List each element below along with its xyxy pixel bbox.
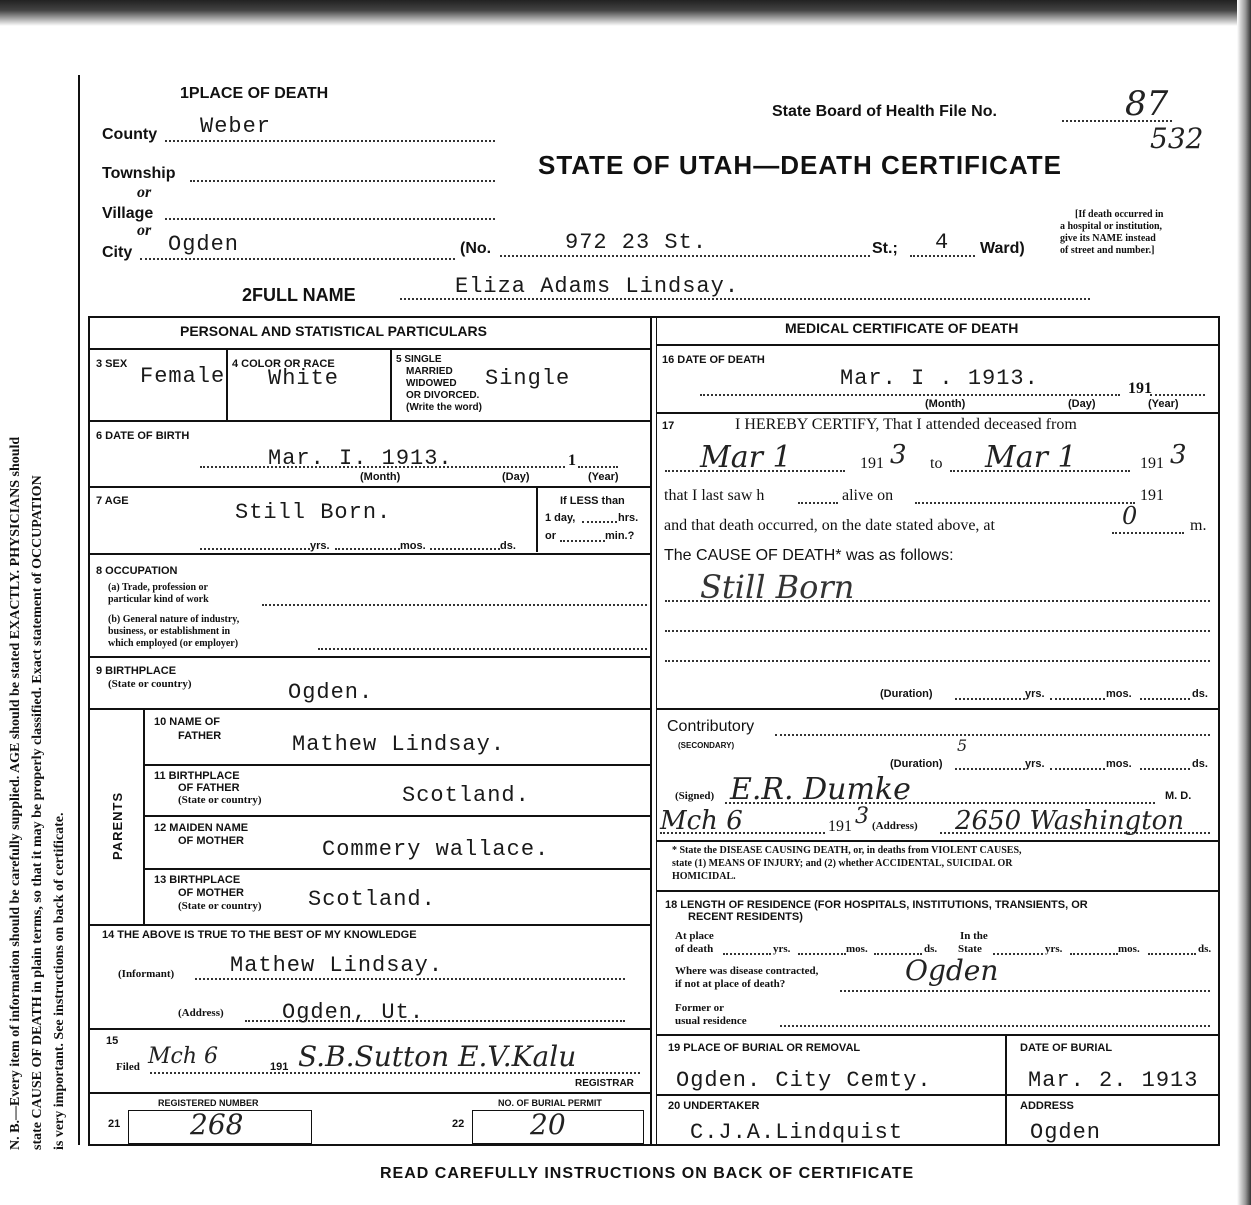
county-label: County <box>102 126 158 143</box>
certify-num: 17 <box>662 420 675 432</box>
attended-from-line <box>665 470 845 472</box>
occupation-label: 8 OCCUPATION <box>96 565 178 577</box>
village-label: Village <box>102 205 154 222</box>
hospital-note-1: [If death occurred in <box>1075 209 1164 220</box>
attended-to-line <box>950 470 1130 472</box>
contracted-label-2: if not at place of death? <box>675 978 786 990</box>
frame-divider <box>650 316 652 1144</box>
margin-note-line1: N. B.—Every item of information should be carefully supplied. AGE should be stated EXACTLY. PHYSICIANS should <box>8 436 23 1150</box>
address-label: (Address) <box>178 1007 224 1019</box>
signed-address-label: (Address) <box>872 820 918 832</box>
age-label: 7 AGE <box>96 495 129 507</box>
res-mos-line <box>798 953 846 955</box>
ward-value: 4 <box>935 230 950 255</box>
former-label-1: Former or <box>675 1002 724 1014</box>
dur2-yrs: yrs. <box>1025 758 1045 770</box>
filed-value: Mch 6 <box>148 1044 219 1069</box>
cause-line-1 <box>665 600 1210 602</box>
village-line <box>165 218 495 220</box>
scan-right-edge <box>1237 0 1251 1205</box>
res-yrs-line <box>723 953 771 955</box>
city-label: City <box>102 244 133 261</box>
dur2-ds: ds. <box>1192 758 1208 770</box>
father-bp-label-2: OF FATHER <box>178 782 240 794</box>
footnote-1: * State the DISEASE CAUSING DEATH, or, in deaths from VIOLENT CAUSES, <box>672 845 1022 856</box>
death-hour-line <box>1112 532 1184 534</box>
res-ds: ds. <box>924 943 938 955</box>
right-row-line-4 <box>656 840 1220 842</box>
burial-date-value: Mar. 2. 1913 <box>1028 1068 1199 1093</box>
medical-section-title: MEDICAL CERTIFICATE OF DEATH <box>785 320 1019 336</box>
father-bp-label-3: (State or country) <box>178 794 262 806</box>
mother-bp-value: Scotland. <box>308 887 436 912</box>
registrar-label: REGISTRAR <box>575 1078 634 1089</box>
age-yrs-label: yrs. <box>310 540 330 552</box>
last-saw-line <box>798 502 838 504</box>
reg-num-value: 268 <box>190 1108 244 1141</box>
occupation-b-line <box>318 648 647 650</box>
hospital-note-3: give its NAME instead <box>1060 233 1156 244</box>
father-label-1: 10 NAME OF <box>154 716 221 728</box>
age-ds-label: ds. <box>500 540 516 552</box>
file-no-value: 87 <box>1125 84 1169 124</box>
left-row-line-9 <box>88 1092 650 1094</box>
if-less-label-1: If LESS than <box>560 495 625 507</box>
footnote-3: HOMICIDAL. <box>672 871 736 882</box>
cause-line-3 <box>665 660 1210 662</box>
dob-day-label: (Day) <box>502 471 530 483</box>
age-ds-line <box>430 548 500 550</box>
contributory-label: Contributory <box>667 718 755 735</box>
personal-section-title: PERSONAL AND STATISTICAL PARTICULARS <box>180 323 487 339</box>
marital-label-1: 5 SINGLE <box>396 354 442 365</box>
res2-ds: ds. <box>1198 943 1212 955</box>
hospital-note-4: of street and number.] <box>1060 245 1155 256</box>
parents-row-line-1 <box>143 764 650 766</box>
st-label: St.; <box>872 240 898 257</box>
burial-divider <box>1005 1034 1007 1144</box>
res2-mos-line <box>1070 953 1118 955</box>
contracted-label-1: Where was disease contracted, <box>675 965 819 977</box>
in-state-2: State <box>958 943 982 955</box>
father-bp-value: Scotland. <box>402 783 530 808</box>
at-place-2: of death <box>675 943 714 955</box>
residence-label-2: RECENT RESIDENTS) <box>688 911 803 923</box>
right-row-line-5 <box>656 890 1220 892</box>
dob-year-label: (Year) <box>588 471 619 483</box>
right-row-line-2 <box>656 412 1220 414</box>
signed-year-digit: 3 <box>855 804 869 829</box>
margin-rule <box>78 75 80 1145</box>
file-no-value-2: 532 <box>1150 122 1204 155</box>
full-name-value: Eliza Adams Lindsay. <box>455 274 740 299</box>
right-row-line-1 <box>656 344 1220 346</box>
dur-mos: mos. <box>1106 688 1132 700</box>
signed-address-line <box>940 832 1210 834</box>
death-hour: 0 <box>1122 502 1138 530</box>
burial-date-label: DATE OF BURIAL <box>1020 1042 1113 1054</box>
dob-month-label: (Month) <box>360 471 401 483</box>
former-line <box>780 1025 1210 1027</box>
res-mos: mos. <box>846 943 868 955</box>
right-row-line-7 <box>656 1094 1220 1096</box>
ward-label: Ward) <box>980 240 1025 257</box>
age-value: Still Born. <box>235 500 392 525</box>
left-row-line-1 <box>88 348 650 350</box>
dod-year-line <box>1150 394 1205 396</box>
street-no-label: (No. <box>460 240 492 257</box>
left-row-line-6 <box>88 708 650 710</box>
if-less-min-line <box>560 540 605 542</box>
color-divider <box>390 350 392 420</box>
frame-divider-2 <box>656 316 657 1144</box>
address-line <box>245 1020 625 1022</box>
occupation-a-line <box>262 604 647 606</box>
marital-value: Single <box>485 366 571 391</box>
former-label-2: usual residence <box>675 1015 747 1027</box>
margin-note-line2: state CAUSE OF DEATH in plain terms, so that it may be properly classified. Exact statement of OCCUPATION <box>30 475 45 1150</box>
attended-from-year-digit: 3 <box>890 440 907 470</box>
burial-permit-prefix: 22 <box>452 1118 465 1130</box>
signed-date: Mch 6 <box>660 806 743 836</box>
dur-ds: ds. <box>1192 688 1208 700</box>
frame-top <box>88 316 1220 318</box>
marital-label-2: MARRIED <box>406 366 453 377</box>
mother-label-2: OF MOTHER <box>178 835 244 847</box>
right-row-line-6 <box>656 1034 1220 1036</box>
dob-label: 6 DATE OF BIRTH <box>96 430 190 442</box>
frame-left <box>88 316 90 1146</box>
registrar-signature: S.B.Sutton E.V.Kalu <box>298 1040 577 1073</box>
alive-on-label: alive on <box>842 487 894 504</box>
dob-line <box>200 466 565 468</box>
undertaker-address-label: ADDRESS <box>1020 1100 1074 1112</box>
certificate-title: STATE OF UTAH—DEATH CERTIFICATE <box>538 150 1062 180</box>
ward-line <box>910 255 975 257</box>
filed-year: 191 <box>270 1061 289 1073</box>
occupation-b-1: (b) General nature of industry, <box>108 614 240 625</box>
marital-label-3: WIDOWED <box>406 378 457 389</box>
occupation-a-2: particular kind of work <box>108 594 209 605</box>
sex-value: Female <box>140 364 226 389</box>
reg-num-label: REGISTERED NUMBER <box>158 1098 259 1108</box>
res2-yrs: yrs. <box>1045 943 1063 955</box>
dod-month-label: (Month) <box>925 398 966 410</box>
mother-bp-label-1: 13 BIRTHPLACE <box>154 874 241 886</box>
age-mos-label: mos. <box>400 540 426 552</box>
contracted-value: Ogden <box>905 954 999 987</box>
footnote-2: state (1) MEANS OF INJURY; and (2) whether ACCIDENTAL, SUICIDAL OR <box>672 858 1013 869</box>
contracted-line <box>840 990 1210 992</box>
residence-label-1: 18 LENGTH OF RESIDENCE (FOR HOSPITALS, INSTITUTIONS, TRANSIENTS, OR <box>665 899 1088 911</box>
dod-value: Mar. I . 1913. <box>840 366 1039 391</box>
dod-day-label: (Day) <box>1068 398 1096 410</box>
dob-value: Mar. I. 1913. <box>268 446 453 471</box>
left-row-line-4 <box>88 553 650 555</box>
father-value: Mathew Lindsay. <box>292 732 506 757</box>
full-name-line <box>400 298 1090 300</box>
frame-right <box>1218 316 1220 1146</box>
filed-num: 15 <box>106 1035 119 1047</box>
duration-label: (Duration) <box>880 688 933 700</box>
signed-line <box>725 802 1155 804</box>
in-state-1: In the <box>960 930 988 942</box>
sex-divider <box>226 350 228 420</box>
father-label-2: FATHER <box>178 730 222 742</box>
margin-note-line3: is very important. See instructions on back of certificate. <box>52 812 67 1150</box>
death-occurred-label: and that death occurred, on the date stated above, at <box>664 517 995 534</box>
duration2-mark: 5 <box>957 736 968 755</box>
m-label: m. <box>1190 517 1207 534</box>
burial-place-value: Ogden. City Cemty. <box>676 1068 932 1093</box>
hospital-note-2: a hospital or institution, <box>1060 221 1163 232</box>
occupation-b-3: which employed (or employer) <box>108 638 239 649</box>
cause-line-2 <box>665 630 1210 632</box>
at-place-1: At place <box>675 930 714 942</box>
burial-place-label: 19 PLACE OF BURIAL OR REMOVAL <box>668 1042 861 1054</box>
attended-from-year: 191 <box>860 455 884 472</box>
informant-label: (Informant) <box>118 968 175 980</box>
attended-to: Mar 1 <box>985 440 1077 475</box>
dur2-mos: mos. <box>1106 758 1132 770</box>
dod-year-prefix: 191 <box>1128 380 1152 397</box>
right-row-line-3 <box>656 708 1220 710</box>
marital-label-5: (Write the word) <box>406 402 482 413</box>
full-name-label: 2FULL NAME <box>242 285 356 305</box>
dob-year-prefix: 1 <box>568 452 576 469</box>
left-row-line-7 <box>88 924 650 926</box>
last-saw-label: that I last saw h <box>664 487 765 504</box>
if-less-hrs-label: hrs. <box>618 512 639 524</box>
marital-label-4: OR DIVORCED. <box>406 390 480 401</box>
board-file-label: State Board of Health File No. <box>772 103 997 120</box>
attended-to-year: 191 <box>1140 455 1164 472</box>
dur-ds-line <box>1140 698 1190 700</box>
to-label: to <box>930 455 943 472</box>
scan-top-edge <box>0 0 1251 26</box>
secondary-label: (SECONDARY) <box>678 741 735 750</box>
signed-value: E.R. Dumke <box>730 772 911 807</box>
res-yrs: yrs. <box>773 943 791 955</box>
birthplace-value: Ogden. <box>288 680 374 705</box>
undertaker-label: 20 UNDERTAKER <box>668 1100 760 1112</box>
alive-on-line <box>915 502 1135 504</box>
attended-to-year-digit: 3 <box>1170 440 1187 470</box>
if-less-or-label: or <box>545 530 556 542</box>
parents-row-line-2 <box>143 815 650 817</box>
age-mos-line <box>335 548 400 550</box>
county-value: Weber <box>200 114 272 139</box>
burial-permit-value: 20 <box>530 1108 566 1141</box>
dod-year-label: (Year) <box>1148 398 1179 410</box>
signed-address: 2650 Washington <box>955 806 1185 836</box>
mother-label-1: 12 MAIDEN NAME <box>154 822 249 834</box>
township-line <box>190 180 495 182</box>
if-less-min-label: min.? <box>605 530 635 542</box>
attended-from: Mar 1 <box>700 440 792 475</box>
undertaker-address-value: Ogden <box>1030 1120 1102 1145</box>
reg-num-prefix: 21 <box>108 1118 121 1130</box>
street-line <box>500 255 870 257</box>
if-less-hrs-line <box>582 521 617 523</box>
informant-line <box>195 978 625 980</box>
or-label-2: or <box>137 222 152 239</box>
age-divider <box>536 488 538 552</box>
dod-label: 16 DATE OF DEATH <box>662 354 765 366</box>
place-of-death-heading: 1PLACE OF DEATH <box>180 85 329 102</box>
mother-value: Commery wallace. <box>322 837 550 862</box>
occupation-a-1: (a) Trade, profession or <box>108 582 208 593</box>
address-value: Ogden, Ut. <box>282 1000 425 1025</box>
res2-mos: mos. <box>1118 943 1140 955</box>
cause-label: The CAUSE OF DEATH* was as follows: <box>664 547 954 564</box>
dod-line <box>700 394 1120 396</box>
left-row-line-8 <box>88 1028 650 1030</box>
res2-ds-line <box>1148 953 1196 955</box>
signed-label: (Signed) <box>675 790 715 802</box>
parents-divider <box>143 710 145 924</box>
street-value: 972 23 St. <box>565 230 708 255</box>
dur-yrs: yrs. <box>1025 688 1045 700</box>
parents-row-line-3 <box>143 868 650 870</box>
birthplace-label: 9 BIRTHPLACE <box>96 665 177 677</box>
parents-label: PARENTS <box>110 791 125 860</box>
md-label: M. D. <box>1165 790 1192 802</box>
left-row-line-5 <box>88 656 650 658</box>
left-row-line-3 <box>88 486 650 488</box>
mother-bp-label-3: (State or country) <box>178 900 262 912</box>
county-line <box>165 140 495 142</box>
filed-label: Filed <box>116 1061 140 1073</box>
or-label-1: or <box>137 184 152 201</box>
dur2-ds-line <box>1140 768 1190 770</box>
mother-bp-label-2: OF MOTHER <box>178 887 244 899</box>
cause-value: Still Born <box>700 568 855 606</box>
signed-year: 191 <box>828 818 852 835</box>
footer-instructions: READ CAREFULLY INSTRUCTIONS ON BACK OF CERTIFICATE <box>380 1165 915 1182</box>
township-label: Township <box>102 165 176 182</box>
dur-yrs-line <box>955 698 1025 700</box>
res2-yrs-line <box>993 953 1043 955</box>
sex-label: 3 SEX <box>96 358 128 370</box>
burial-permit-label: NO. OF BURIAL PERMIT <box>498 1098 602 1108</box>
duration2-label: (Duration) <box>890 758 943 770</box>
informant-value: Mathew Lindsay. <box>230 953 444 978</box>
occupation-b-2: business, or establishment in <box>108 626 231 637</box>
knowledge-label: 14 THE ABOVE IS TRUE TO THE BEST OF MY KNOWLEDGE <box>102 929 417 941</box>
signed-date-line <box>660 832 825 834</box>
color-value: White <box>268 366 340 391</box>
city-line <box>140 258 455 260</box>
age-yrs-line <box>200 548 310 550</box>
dob-year-line <box>578 466 618 468</box>
dur2-yrs-line <box>955 768 1025 770</box>
color-label: 4 COLOR OR RACE <box>232 358 335 370</box>
last-saw-year: 191 <box>1140 487 1164 504</box>
certify-text: I HEREBY CERTIFY, That I attended deceased from <box>735 416 1077 433</box>
father-bp-label-1: 11 BIRTHPLACE <box>154 770 240 782</box>
undertaker-value: C.J.A.Lindquist <box>690 1120 904 1145</box>
contributory-line <box>775 734 1210 736</box>
dur-mos-line <box>1050 698 1105 700</box>
filed-line <box>150 1072 640 1074</box>
city-value: Ogden <box>168 232 240 257</box>
dur2-mos-line <box>1050 768 1105 770</box>
birthplace-sub: (State or country) <box>108 678 192 690</box>
left-row-line-2 <box>88 420 650 422</box>
if-less-label-2: 1 day, <box>545 512 576 524</box>
